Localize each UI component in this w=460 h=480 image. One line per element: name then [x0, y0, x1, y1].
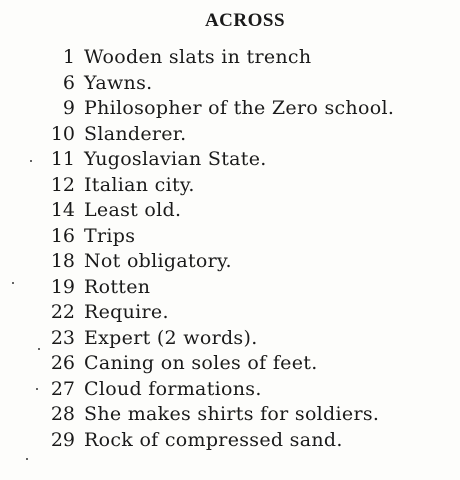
clue-item — [40, 428, 394, 454]
clue-number: 19 — [50, 275, 75, 298]
clue-item — [40, 96, 394, 122]
clue-number: 12 — [50, 173, 75, 196]
clue-item — [40, 377, 394, 403]
clue-number: 18 — [50, 250, 75, 272]
clue-text: Require. — [84, 301, 169, 323]
clue-text: Not obligatory. — [84, 250, 232, 272]
clue-text: Rock of compressed sand. — [84, 428, 343, 451]
clue-item — [40, 326, 394, 352]
print-speck — [26, 458, 28, 460]
clue-item — [40, 351, 394, 377]
clue-text: Rotten — [84, 275, 151, 298]
clue-item — [40, 402, 394, 428]
clue-number: 26 — [50, 352, 75, 374]
clue-text: Slanderer. — [84, 122, 187, 145]
clue-item — [40, 71, 394, 97]
clue-number: 10 — [50, 122, 75, 145]
clue-item — [40, 147, 394, 173]
clue-number: 23 — [50, 326, 75, 349]
clue-text: Trips — [84, 224, 136, 247]
clue-item — [40, 122, 394, 148]
clue-item — [40, 224, 394, 250]
clue-text: Wooden slats in trench — [84, 46, 312, 68]
clue-text: Least old. — [84, 199, 182, 221]
clue-text: Caning on soles of feet. — [84, 352, 318, 374]
clue-number: 1 — [62, 46, 75, 68]
print-speck — [38, 348, 40, 350]
clue-item — [40, 275, 394, 301]
clue-item — [40, 173, 394, 199]
print-speck — [30, 160, 32, 162]
clue-number: 29 — [50, 428, 75, 451]
clue-number: 11 — [50, 148, 75, 170]
print-speck — [36, 388, 38, 390]
section-heading: ACROSS — [204, 10, 286, 31]
clue-number: 14 — [50, 199, 75, 221]
clue-text: Yugoslavian State. — [84, 148, 267, 170]
clue-item — [40, 198, 394, 224]
clue-item — [40, 300, 394, 326]
clue-list — [40, 45, 394, 453]
clue-text: Yawns. — [84, 71, 153, 94]
print-speck — [12, 282, 14, 284]
clue-number: 9 — [62, 97, 75, 119]
clue-text: Italian city. — [84, 173, 195, 196]
clue-number: 28 — [50, 403, 75, 425]
clue-number: 6 — [62, 71, 75, 94]
clue-number: 27 — [50, 377, 75, 400]
clue-number: 22 — [50, 301, 75, 323]
clue-item — [40, 249, 394, 275]
clue-text: Philosopher of the Zero school. — [84, 97, 395, 119]
clue-text: Cloud formations. — [84, 377, 262, 400]
clue-text: She makes shirts for soldiers. — [84, 403, 380, 425]
clue-text: Expert (2 words). — [84, 326, 258, 349]
clue-item — [40, 45, 394, 71]
clue-number: 16 — [50, 224, 75, 247]
